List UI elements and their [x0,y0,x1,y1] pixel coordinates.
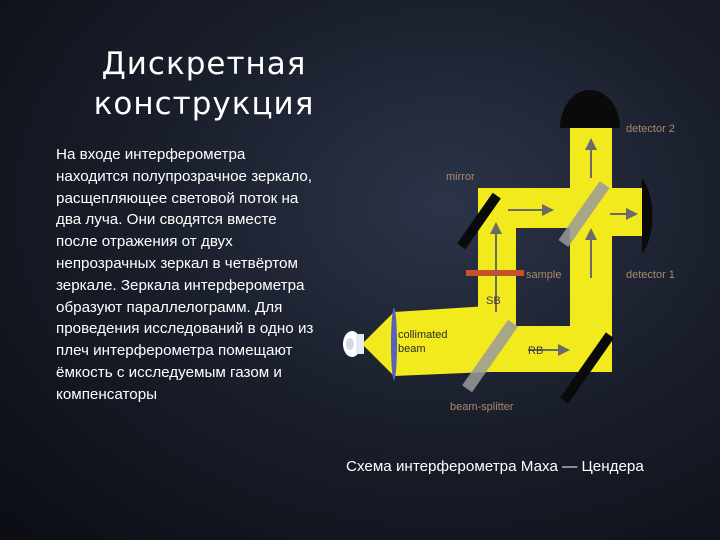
label-sb: SB [486,295,501,307]
label-rb: RB [528,345,544,357]
label-beam-splitter: beam-splitter [450,401,514,413]
label-collimated: collimated [398,329,448,341]
label-beam: beam [398,343,426,355]
detector-2-icon [560,90,620,128]
label-sample: sample [526,269,562,281]
label-mirror: mirror [446,171,475,183]
lens-icon [391,308,397,380]
input-beam [364,306,488,376]
label-detector-1: detector 1 [626,269,675,281]
slide-title: Дискретная конструкция [93,46,315,122]
label-detector-2: detector 2 [626,123,675,135]
mach-zehnder-diagram [328,82,720,422]
detector-1-icon [642,178,652,254]
slide-body-text: На входе интерферометра находится полупрозрачное зеркало, расщепляющее световой поток на два луча. Они сводятся вместе после отражения от двух непрозрачных зеркал в четвёртом зеркале. Зеркала интерферометра образуют параллелограмм. Для проведения исследований в одно из плеч интерферометра помещают ёмкость с исследуемым газом и компенсаторы [56,146,314,403]
diagram-caption: Схема интерферометра Маха — Цендера [346,458,644,475]
diagram-svg [328,82,720,422]
light-source-icon [343,331,364,357]
